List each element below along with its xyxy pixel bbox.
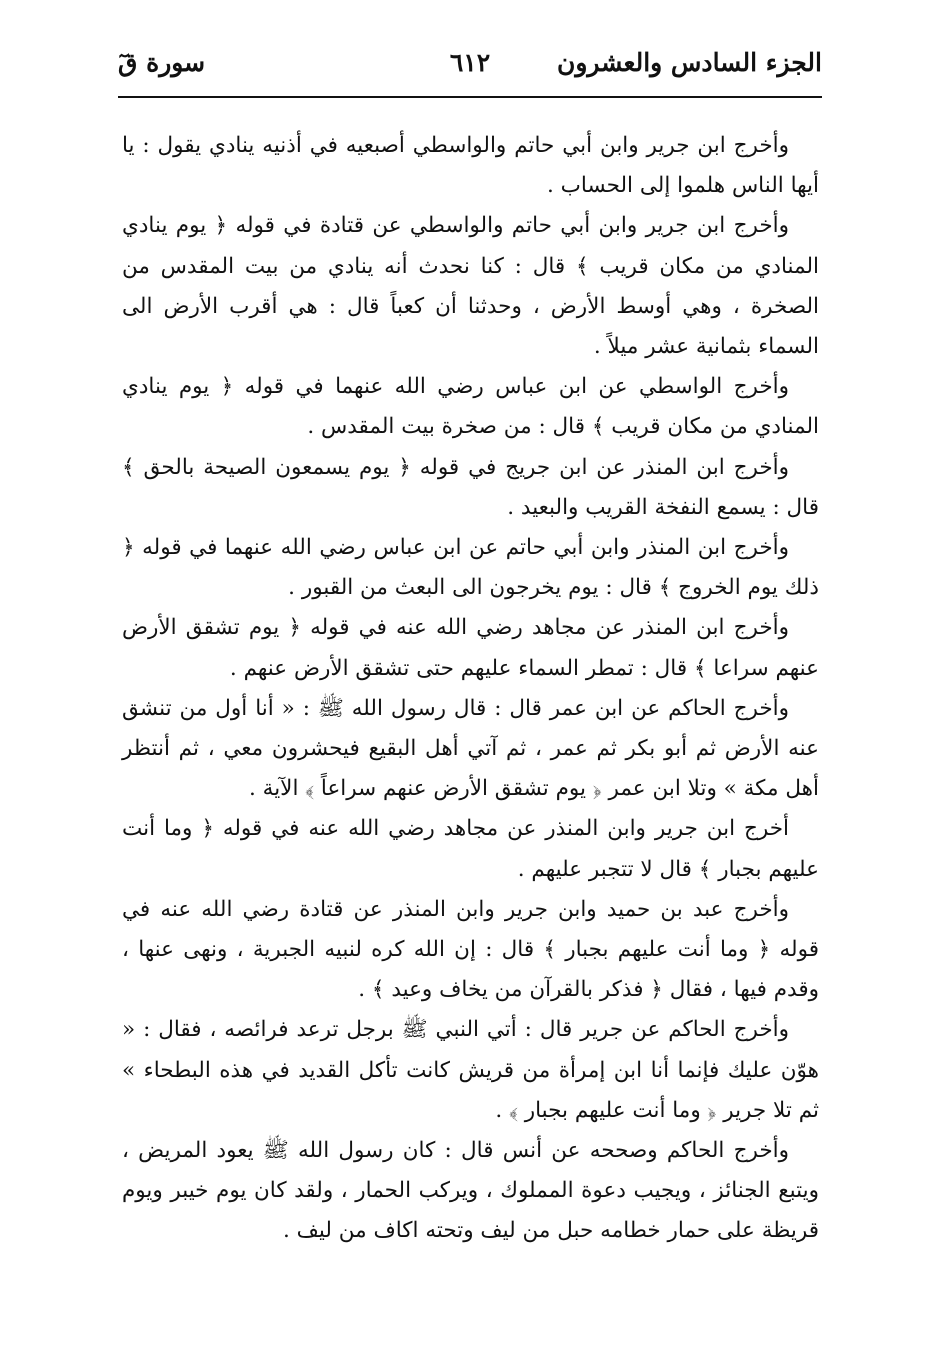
page-body: [122, 126, 819, 1252]
paragraph: وأخرج ابن جرير وابن أبي حاتم والواسطي عن قتادة في قوله ﴿ يوم ينادي المنادي من مكان قريب ﴾ قال : كنا نحدث أنه ينادي من بيت المقدس من الصخرة ، وهي أوسط الأرض ، وحدثنا أن كعباً قال : هي أقرب الأرض الى السماء بثمانية عشر ميلاً .: [122, 213, 819, 360]
paragraph: وأخرج ابن المنذر عن مجاهد رضي الله عنه في قوله ﴿ يوم تشقق الأرض عنهم سراعا ﴾ قال : تمطر السماء عليهم حتى تشقق الأرض عنهم .: [122, 615, 819, 681]
page-header: [118, 40, 822, 96]
paragraph: وأخرج ابن المنذر عن ابن جريج في قوله ﴿ يوم يسمعون الصيحة بالحق ﴾ قال : يسمع النفخة القريب والبعيد .: [122, 454, 819, 520]
paragraph: وأخرج ابن جرير وابن أبي حاتم والواسطي أصبعيه في أذنيه ينادي يقول : يا أيها الناس هلموا إلى الحساب .: [122, 133, 819, 199]
paragraph: وأخرج الواسطي عن ابن عباس رضي الله عنهما في قوله ﴿ يوم ينادي المنادي من مكان قريب ﴾ قال : من صخرة بيت المقدس .: [122, 374, 819, 440]
paragraph: وأخرج الحاكم عن جرير قال : أتي النبي ﷺ برجل ترعد فرائصه ، فقال : « هوّن عليك فإنما أنا ابن إمرأة من قريش كانت تأكل القديد في هذه البطحاء » ثم تلا جرير ﴿ وما أنت عليهم بجبار ﴾ .: [122, 1017, 819, 1123]
header-rule: [118, 96, 822, 98]
paragraph: وأخرج الحاكم وصححه عن أنس قال : كان رسول الله ﷺ يعود المريض ، ويتبع الجنائز ، ويجيب دعوة المملوك ، ويركب الحمار ، ولقد كان يوم خيبر ويوم قريظة على حمار خطامه حبل من ليف وتحته اكاف من ليف .: [122, 1138, 819, 1244]
paragraph: وأخرج عبد بن حميد وابن جرير وابن المنذر عن قتادة رضي الله عنه في قوله ﴿ وما أنت عليهم بجبار ﴾ قال : إن الله كره لنبيه الجبرية ، ونهى عنها ، وقدم فيها ، فقال ﴿ فذكر بالقرآن من يخاف وعيد ﴾ .: [122, 896, 819, 1003]
page-number: ٦١٢: [449, 48, 491, 77]
paragraph: وأخرج الحاكم عن ابن عمر قال : قال رسول الله ﷺ : « أنا أول من تنشق عنه الأرض ثم أبو بكر ثم عمر ، ثم آتي أهل البقيع فيحشرون معي ، ثم أنتظر أهل مكة » وتلا ابن عمر ﴿ يوم تشقق الأرض عنهم سراعاً ﴾ الآية .: [122, 695, 819, 802]
part-title: الجزء السادس والعشرون: [556, 48, 822, 77]
paragraph: وأخرج ابن المنذر وابن أبي حاتم عن ابن عباس رضي الله عنهما في قوله ﴿ ذلك يوم الخروج ﴾ قال : يوم يخرجون الى البعث من القبور .: [122, 535, 819, 601]
surah-title: سورة قٓ: [118, 48, 206, 77]
paragraph: أخرج ابن جرير وابن المنذر عن مجاهد رضي الله عنه في قوله ﴿ وما أنت عليهم بجبار ﴾ قال لا تتجبر عليهم .: [122, 816, 819, 882]
